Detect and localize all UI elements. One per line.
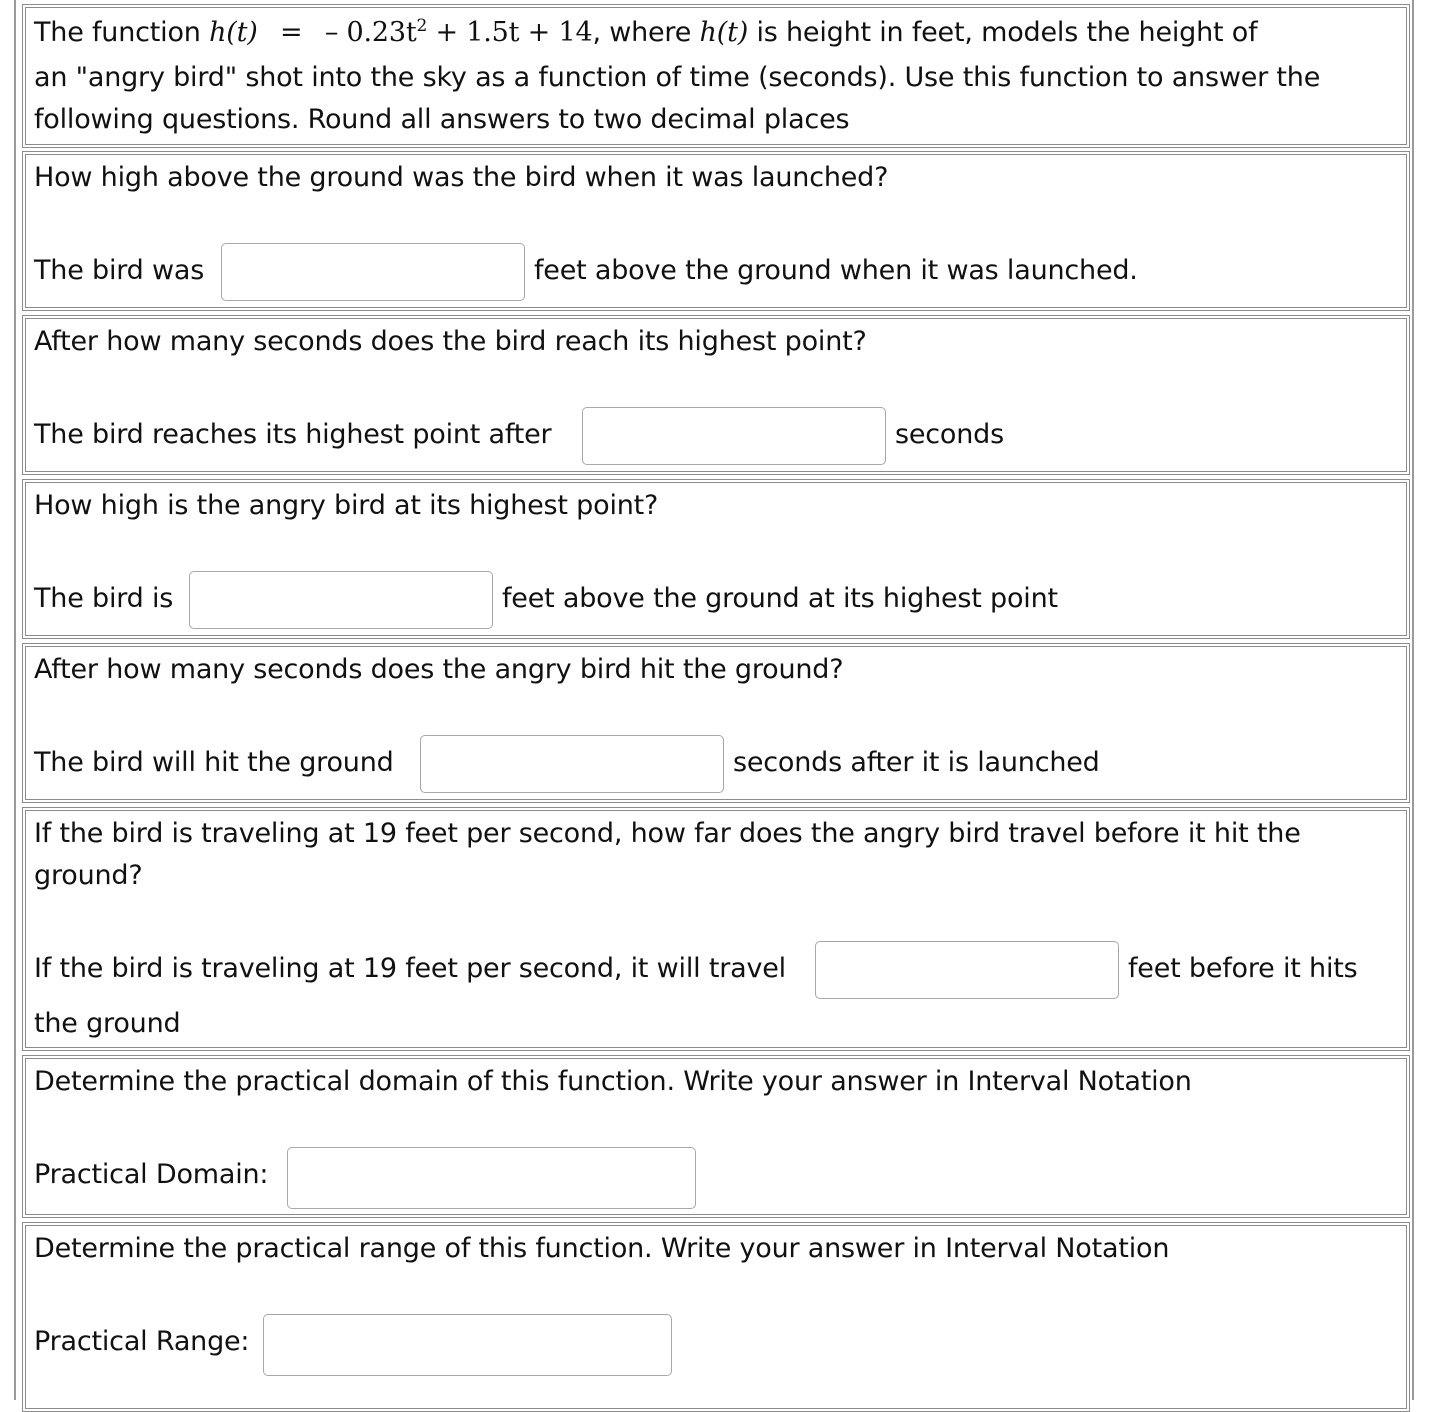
question-6-text: Determine the practical domain of this function. Write your answer in Interval Notation bbox=[34, 1066, 1192, 1097]
answer-4-suffix: seconds after it is launched bbox=[733, 747, 1100, 778]
question-4-text: After how many seconds does the angry bird hit the ground? bbox=[34, 654, 844, 685]
practical-range-input[interactable] bbox=[263, 1314, 672, 1376]
answer-3-suffix: feet above the ground at its highest point bbox=[502, 583, 1058, 614]
intro-suffix: is height in feet, models the height of bbox=[756, 17, 1258, 48]
intro-prefix: The function bbox=[34, 17, 201, 48]
question-2-text: After how many seconds does the bird reach its highest point? bbox=[34, 326, 867, 357]
launch-height-input[interactable] bbox=[221, 243, 525, 301]
question-5-text-line-2: ground? bbox=[34, 860, 143, 891]
question-1-text: How high above the ground was the bird when it was launched? bbox=[34, 162, 889, 193]
intro-line-1 bbox=[34, 12, 1257, 54]
practical-range-label: Practical Range: bbox=[34, 1326, 250, 1357]
answer-2-suffix: seconds bbox=[895, 419, 1004, 450]
answer-5-suffix: feet before it hits bbox=[1128, 953, 1358, 984]
travel-distance-input[interactable] bbox=[815, 941, 1119, 999]
answer-5-label: If the bird is traveling at 19 feet per second, it will travel bbox=[34, 953, 786, 984]
answer-2-label: The bird reaches its highest point after bbox=[34, 419, 552, 450]
peak-height-input[interactable] bbox=[189, 571, 493, 629]
question-5-text-line-1: If the bird is traveling at 19 feet per second, how far does the angry bird travel before it hit the bbox=[34, 818, 1301, 849]
function-name-2: h(t) bbox=[699, 17, 749, 48]
equals-sign: = bbox=[280, 17, 303, 48]
practical-domain-input[interactable] bbox=[287, 1147, 696, 1209]
answer-1-label: The bird was bbox=[34, 255, 205, 286]
answer-4-label: The bird will hit the ground bbox=[34, 747, 394, 778]
intro-where: , where bbox=[592, 17, 692, 48]
function-name: h(t) bbox=[209, 17, 258, 48]
intro-line-3: following questions. Round all answers to two decimal places bbox=[34, 104, 850, 135]
answer-1-suffix: feet above the ground when it was launched. bbox=[534, 255, 1138, 286]
question-7-text: Determine the practical range of this function. Write your answer in Interval Notation bbox=[34, 1233, 1170, 1264]
question-3-text: How high is the angry bird at its highest point? bbox=[34, 490, 659, 521]
answer-5-suffix-line-2: the ground bbox=[34, 1008, 181, 1039]
practical-domain-label: Practical Domain: bbox=[34, 1159, 269, 1190]
answer-3-label: The bird is bbox=[34, 583, 174, 614]
intro-line-2: an "angry bird" shot into the sky as a function of time (seconds). Use this function to answer the bbox=[34, 62, 1321, 93]
peak-time-input[interactable] bbox=[582, 407, 886, 465]
ground-time-input[interactable] bbox=[420, 735, 724, 793]
function-expression: – $0.23t^2 + 1.5t + 14$ bbox=[324, 16, 593, 48]
